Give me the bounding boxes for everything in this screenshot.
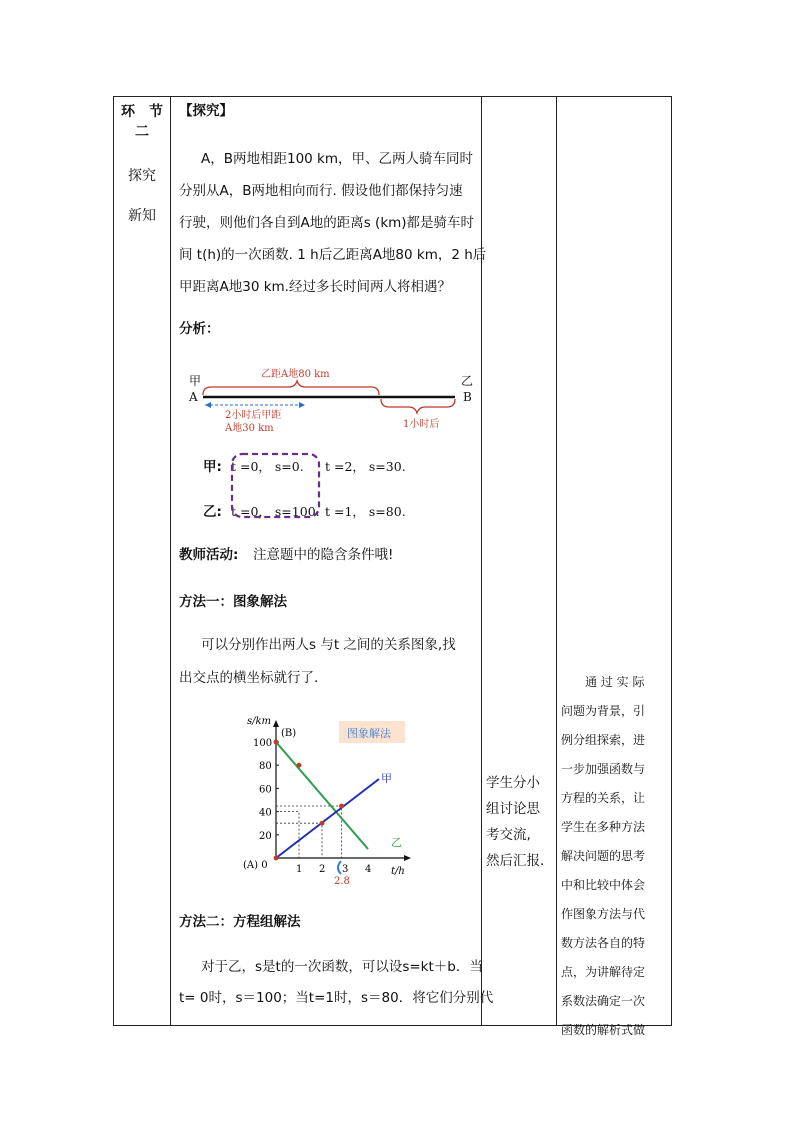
column-divider [481, 97, 482, 1025]
problem-line: 间 t(h)的一次函数. 1 h后乙距离A地80 km，2 h后 [179, 247, 487, 263]
jia-distance-label-1: 2小时后甲距 [225, 410, 282, 421]
highlight-box [229, 451, 323, 521]
b-label: (B) [281, 728, 297, 739]
point-b [274, 740, 279, 745]
yi-line [276, 742, 368, 849]
problem-line: 行驶，则他们各自到A地的距离s (km)都是骑车时 [179, 215, 475, 231]
y-tick-label: 80 [259, 761, 272, 773]
problem-line: 分别从A，B两地相向而行. 假设他们都保持匀速 [179, 183, 463, 199]
problem-line: 甲距离A地30 km.经过多长时间两人将相遇？ [179, 279, 451, 295]
x-axis-arrow [404, 855, 411, 861]
design-intent-line: 系数法确定一次 [561, 994, 646, 1008]
diagram-yi-label: 乙 [461, 374, 474, 388]
design-intent-line: 函数的解析式做 [561, 1023, 646, 1037]
design-intent-line: 作图象方法与代 [561, 907, 646, 921]
design-intent-line: 数方法各自的特 [561, 936, 646, 950]
stage-name-1: 探究 [128, 168, 156, 184]
student-activity-line: 考交流, [486, 827, 531, 843]
x-tick-label: 1 [296, 864, 303, 875]
jia-values: t =0， s=0. [231, 459, 304, 474]
x-tick-label: 4 [365, 864, 372, 875]
method1-line: 可以分别作出两人s 与t 之间的关系图象,找 [201, 637, 456, 653]
analysis-label: 分析： [179, 321, 220, 337]
x-tick-label: 3 [342, 864, 349, 875]
y-tick-label: 60 [259, 784, 272, 796]
y-tick-label: 20 [259, 830, 272, 842]
yi-line-label: 乙 [391, 836, 402, 849]
lesson-table [113, 96, 672, 1037]
y-tick-label: 100 [253, 738, 273, 749]
y-tick-labels [253, 738, 279, 842]
origin-label: (A) 0 [243, 860, 268, 871]
column-divider [556, 97, 557, 1025]
student-activity-line: 组讨论思 [486, 801, 540, 817]
teacher-activity-label: 教师活动: [179, 547, 239, 563]
arrow-head-right [299, 402, 305, 408]
method1-title: 方法一：图象解法 [179, 594, 287, 610]
x-axis-label: t/h [391, 866, 405, 877]
point-yi-1h [297, 763, 302, 768]
one-hour-label: 1小时后 [403, 419, 440, 430]
point-jia-2h [320, 821, 325, 826]
brace-one-hour [381, 399, 455, 413]
arrow-head-left [205, 402, 211, 408]
column-divider [170, 97, 171, 1025]
point-a [274, 856, 279, 861]
yi-distance-label: 乙距A地80 km [261, 369, 330, 380]
jia-distance-label-2: A地30 km [225, 423, 274, 434]
method1-line: 出交点的横坐标就行了. [179, 670, 319, 686]
design-intent-line: 一步加强函数与 [561, 762, 646, 776]
design-intent-line: 问题为背景，引 [561, 704, 646, 718]
diagram-a-label: A [189, 390, 198, 404]
intersect-marker [338, 861, 341, 874]
problem-line: A，B两地相距100 km，甲、乙两人骑车同时 [201, 151, 474, 167]
x-tick-label: 2 [319, 864, 326, 875]
distance-time-graph [243, 712, 418, 887]
stage-name-2: 新知 [128, 208, 156, 224]
design-intent-line: 解决问题的思考 [561, 849, 646, 863]
x-tick-labels [296, 864, 371, 875]
brace-yi-distance [203, 381, 379, 395]
design-intent-line: 点，为讲解待定 [561, 965, 646, 979]
y-axis-arrow [273, 720, 279, 727]
jia-line-label: 甲 [381, 772, 392, 785]
student-activity-line: 然后汇报. [486, 853, 545, 869]
explore-heading: 【探究】 [179, 103, 233, 119]
jia-line [276, 779, 379, 858]
yi-label: 乙: [203, 504, 222, 520]
method2-line: t= 0时，s＝100；当t=1时，s＝80．将它们分别代 [179, 990, 494, 1006]
y-axis-label: s/km [247, 716, 272, 727]
intersect-label: 2.8 [334, 876, 350, 887]
jia-values-2: t =2， s=30. [325, 459, 406, 474]
stage-number: 二 [135, 124, 149, 140]
yi-values: t =0， s=100. [231, 504, 320, 519]
teacher-activity-text: 注意题中的隐含条件哦! [253, 547, 394, 563]
design-intent-line: 学生在多种方法 [561, 820, 646, 834]
method2-line: 对于乙，s是t的一次函数，可以设s=kt＋b．当 [201, 959, 483, 975]
intersection-point [339, 804, 344, 809]
distance-diagram [181, 365, 481, 437]
design-intent-line: 例分组探索，进 [561, 733, 646, 747]
jia-label: 甲: [203, 459, 222, 475]
diagram-b-label: B [463, 390, 472, 404]
student-activity-line: 学生分小 [486, 775, 540, 791]
design-intent-line: 中和比较中体会 [561, 878, 646, 892]
stage-label: 环 节 [121, 104, 163, 120]
design-intent-line: 方程的关系，让 [561, 791, 646, 805]
yi-values-2: t =1， s=80. [325, 504, 406, 519]
method2-title: 方法二：方程组解法 [179, 914, 301, 930]
diagram-jia-label: 甲 [189, 374, 202, 388]
y-tick-label: 40 [259, 807, 272, 819]
design-intent-line: 通 过 实 际 [561, 675, 645, 689]
graph-badge-text: 图象解法 [347, 727, 391, 740]
